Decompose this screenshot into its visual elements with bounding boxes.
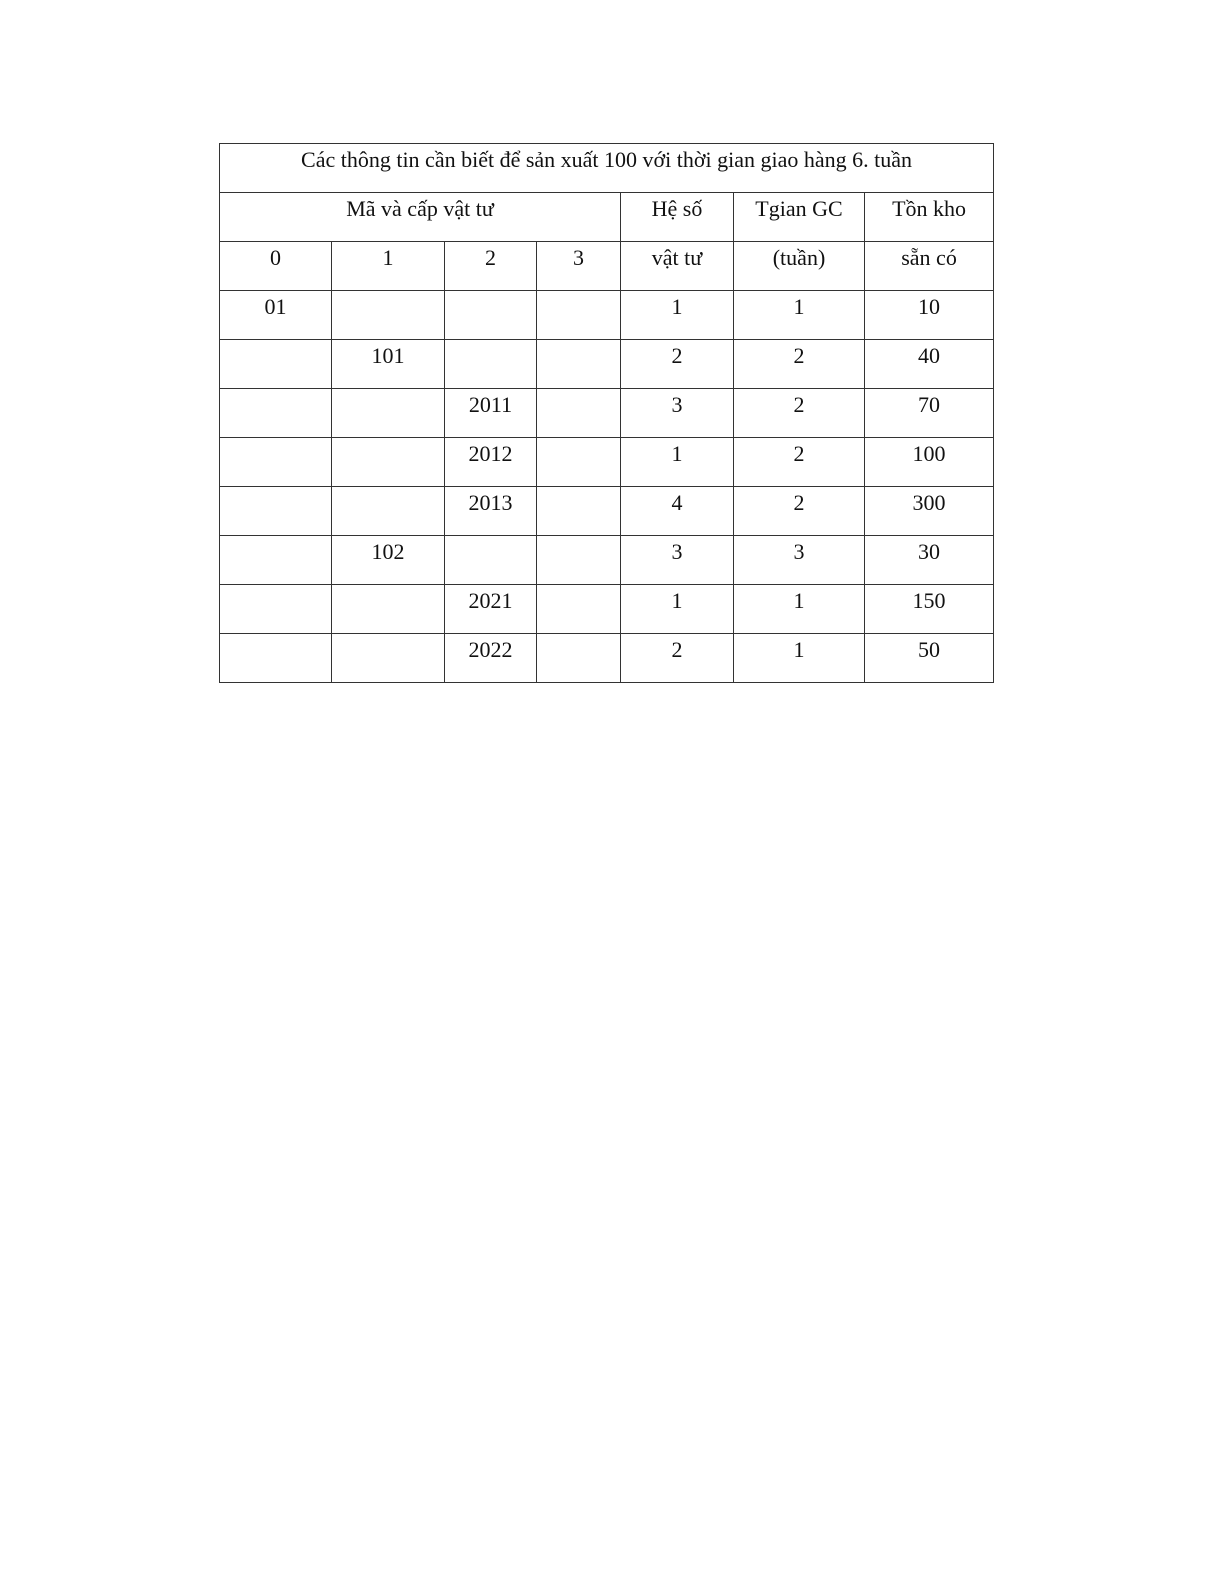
cell-level-3	[537, 536, 621, 585]
cell-he-so: 3	[621, 389, 734, 438]
cell-level-0: 01	[220, 291, 332, 340]
table-row	[220, 585, 994, 634]
cell-he-so: 1	[621, 291, 734, 340]
header-he-so: Hệ số	[621, 193, 734, 242]
header-level-2: 2	[445, 242, 537, 291]
cell-level-2: 2021	[445, 585, 537, 634]
table-title-row	[220, 144, 994, 193]
cell-level-1	[332, 487, 445, 536]
cell-level-2: 2013	[445, 487, 537, 536]
cell-he-so: 1	[621, 585, 734, 634]
cell-level-2	[445, 340, 537, 389]
table-row	[220, 487, 994, 536]
table-row	[220, 536, 994, 585]
header-level-1: 1	[332, 242, 445, 291]
cell-level-1	[332, 585, 445, 634]
cell-ton-kho: 40	[865, 340, 994, 389]
cell-he-so: 4	[621, 487, 734, 536]
cell-ton-kho: 30	[865, 536, 994, 585]
cell-level-2	[445, 536, 537, 585]
header-row	[220, 193, 994, 242]
header-tgian: Tgian GC	[734, 193, 865, 242]
cell-tgian: 2	[734, 389, 865, 438]
header-level-3: 3	[537, 242, 621, 291]
cell-ton-kho: 300	[865, 487, 994, 536]
cell-ton-kho: 100	[865, 438, 994, 487]
cell-level-3	[537, 438, 621, 487]
cell-level-0	[220, 487, 332, 536]
cell-level-1: 101	[332, 340, 445, 389]
table-row	[220, 438, 994, 487]
cell-level-2: 2022	[445, 634, 537, 683]
table-title: Các thông tin cần biết để sản xuất 100 với thời gian giao hàng 6. tuần	[220, 144, 994, 193]
cell-tgian: 1	[734, 634, 865, 683]
cell-ton-kho: 150	[865, 585, 994, 634]
cell-tgian: 2	[734, 438, 865, 487]
cell-level-1	[332, 291, 445, 340]
cell-level-0	[220, 634, 332, 683]
cell-he-so: 2	[621, 340, 734, 389]
cell-level-0	[220, 536, 332, 585]
cell-tgian: 1	[734, 291, 865, 340]
table-row	[220, 389, 994, 438]
table-row	[220, 634, 994, 683]
header-ton-kho: Tồn kho	[865, 193, 994, 242]
cell-level-0	[220, 585, 332, 634]
cell-level-1	[332, 438, 445, 487]
header-tgian-sub: (tuần)	[734, 242, 865, 291]
cell-level-3	[537, 340, 621, 389]
cell-he-so: 3	[621, 536, 734, 585]
cell-tgian: 2	[734, 340, 865, 389]
cell-level-3	[537, 585, 621, 634]
header-row	[220, 242, 994, 291]
cell-he-so: 1	[621, 438, 734, 487]
cell-level-3	[537, 389, 621, 438]
table-row	[220, 291, 994, 340]
cell-he-so: 2	[621, 634, 734, 683]
cell-tgian: 3	[734, 536, 865, 585]
cell-level-2: 2012	[445, 438, 537, 487]
cell-level-1: 102	[332, 536, 445, 585]
cell-ton-kho: 10	[865, 291, 994, 340]
table-body	[220, 291, 994, 683]
cell-level-3	[537, 291, 621, 340]
cell-level-2	[445, 291, 537, 340]
cell-level-3	[537, 634, 621, 683]
cell-ton-kho: 50	[865, 634, 994, 683]
cell-level-0	[220, 389, 332, 438]
cell-level-2: 2011	[445, 389, 537, 438]
header-ton-kho-sub: sẵn có	[865, 242, 994, 291]
header-he-so-sub: vật tư	[621, 242, 734, 291]
cell-level-1	[332, 634, 445, 683]
cell-level-0	[220, 340, 332, 389]
material-requirements-table	[219, 143, 994, 683]
cell-tgian: 1	[734, 585, 865, 634]
header-ma-va-cap: Mã và cấp vật tư	[220, 193, 621, 242]
cell-tgian: 2	[734, 487, 865, 536]
cell-ton-kho: 70	[865, 389, 994, 438]
cell-level-3	[537, 487, 621, 536]
cell-level-0	[220, 438, 332, 487]
cell-level-1	[332, 389, 445, 438]
table-row	[220, 340, 994, 389]
header-level-0: 0	[220, 242, 332, 291]
